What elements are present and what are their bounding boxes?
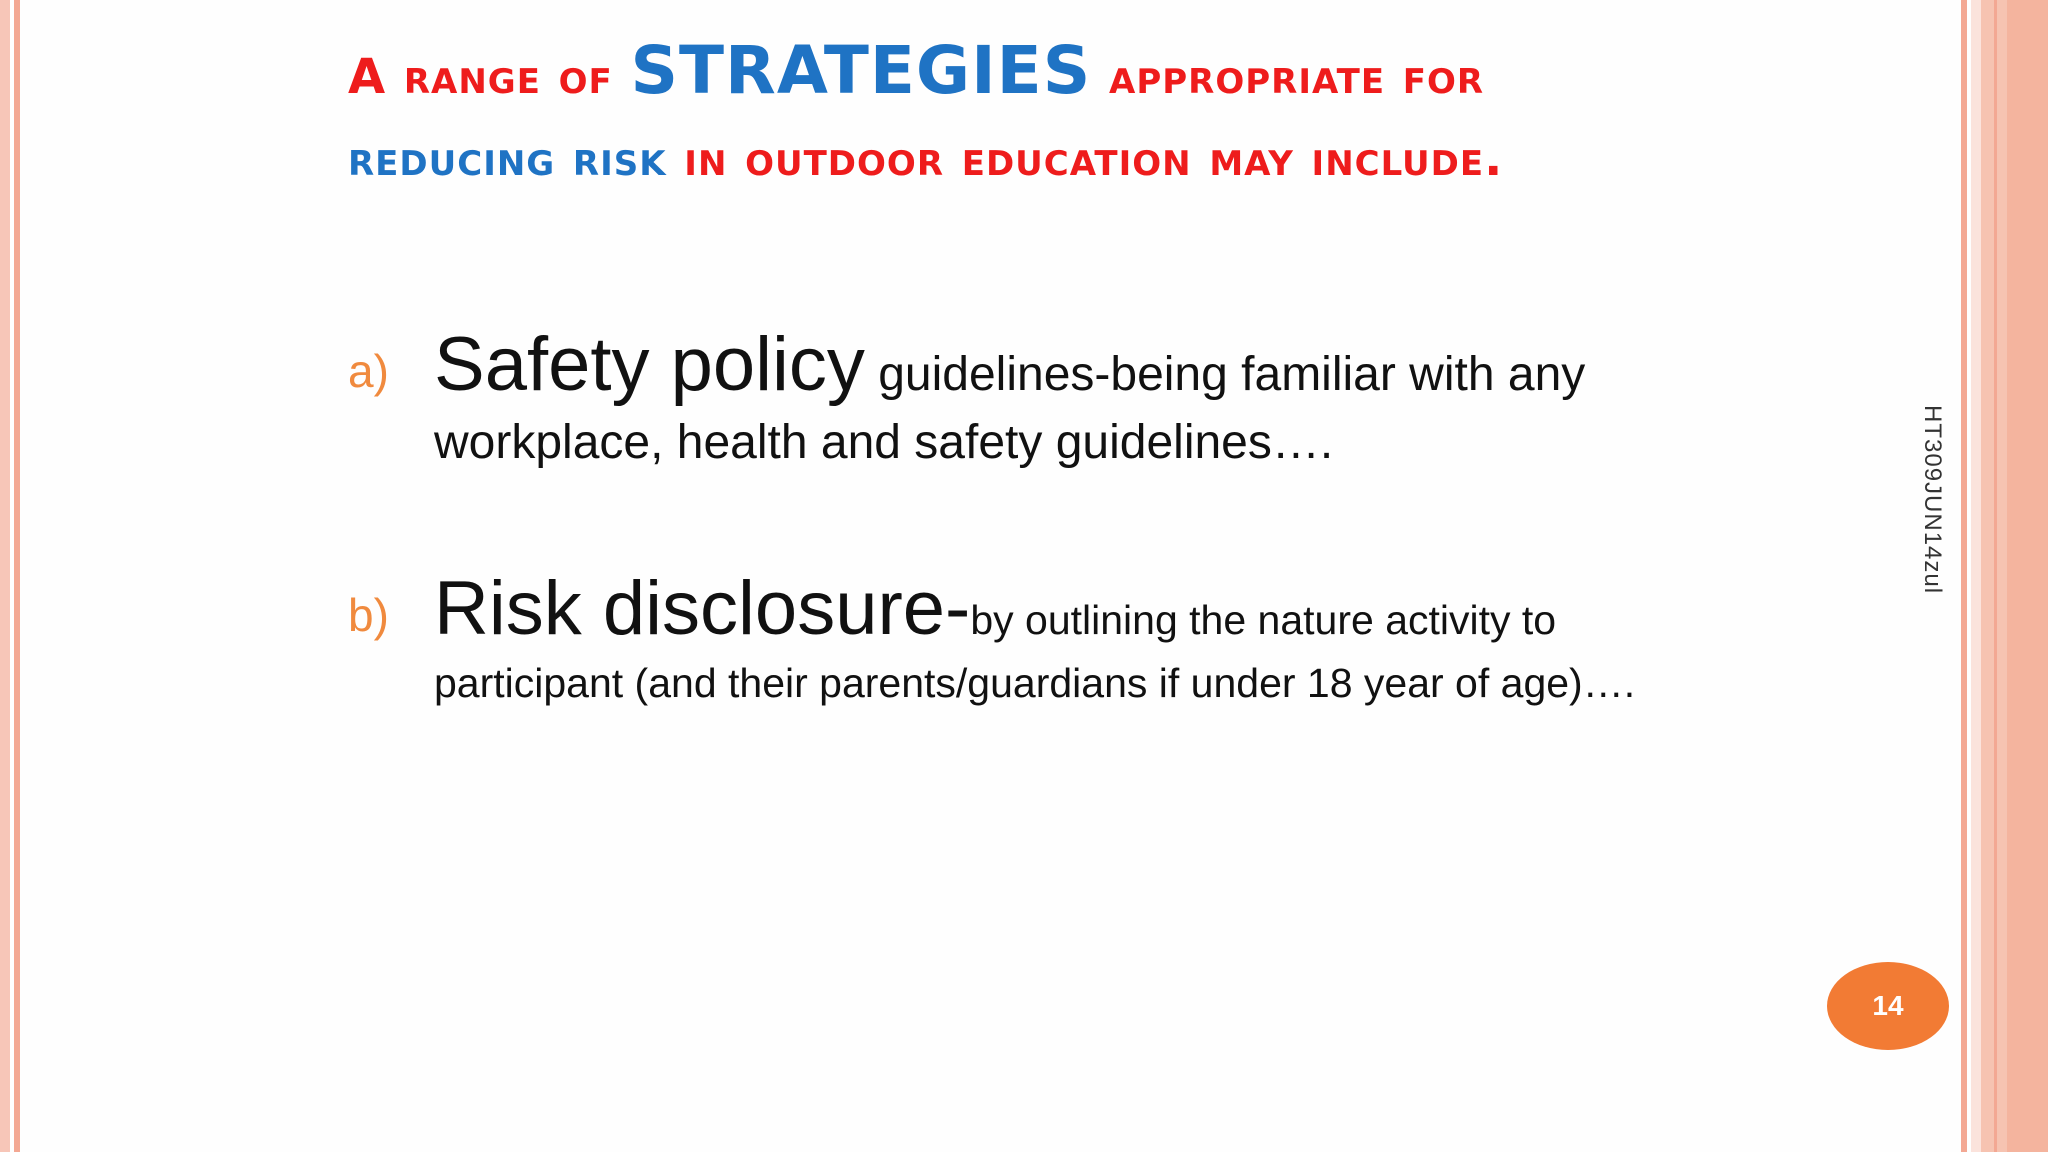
bullet-marker: a) [348,345,389,397]
bullet-list [348,320,1728,822]
right-border-line [1994,0,1997,1152]
title-part-1: A range of [348,49,631,105]
title-part-4: reducing risk [348,131,667,187]
bullet-marker: b) [348,589,389,641]
bullet-heading: Safety policy [434,322,865,407]
title-part-3: appropriate for [1091,49,1485,105]
bullet-item-risk-disclosure [348,564,1728,712]
slide-title [348,30,1678,200]
page-number: 14 [1872,990,1904,1021]
page-number-badge [1827,962,1949,1050]
side-course-code: HT309JUN14zul [1919,405,1946,595]
right-border-stripe [1961,0,1967,1152]
bullet-text: by outlining the nature activity to participant (and their parents/guardians if under 18 year of age)…. [434,597,1636,706]
right-border-edge [2007,0,2048,1152]
bullet-text: guidelines-being familiar with any workplace, health and safety guidelines…. [434,348,1586,469]
title-part-2: STRATEGIES [630,32,1092,109]
title-part-5: in outdoor education may include. [666,131,1504,187]
bullet-heading: Risk disclosure- [434,566,971,651]
left-border-stripe-inner [14,0,20,1152]
right-border-stripe-light [1971,0,1981,1152]
left-border-stripe [0,0,10,1152]
bullet-item-safety-policy [348,320,1728,476]
